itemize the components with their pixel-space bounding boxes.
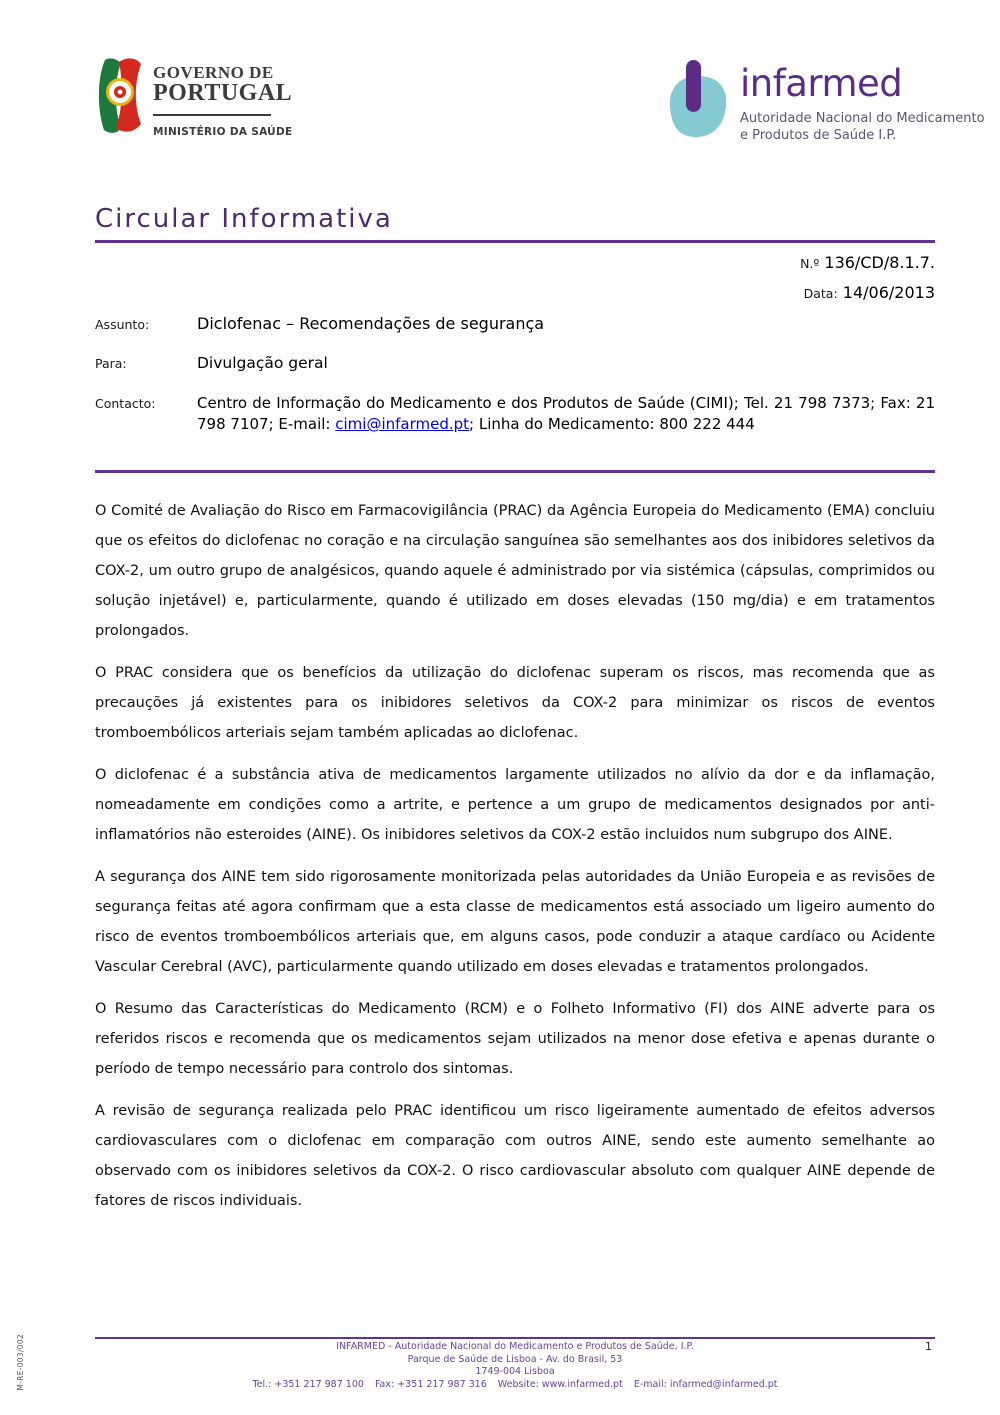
document-number-label: N.º	[800, 256, 820, 271]
infarmed-wordmark: infarmed	[740, 62, 903, 105]
subject-value: Diclofenac – Recomendações de segurança	[197, 314, 545, 333]
footer-website: Website: www.infarmed.pt	[497, 1378, 623, 1390]
document-body	[95, 496, 935, 1228]
footer-tel: Tel.: +351 217 987 100	[252, 1378, 364, 1390]
body-paragraph-2: O PRAC considera que os benefícios da utilização do diclofenac superam os riscos, mas recomenda que as precauções já existentes para os inibidores seletivos da COX-2 para minimizar os riscos de eventos tromboembólicos arteriais sejam também aplicadas ao diclofenac.	[95, 665, 935, 741]
body-paragraph-5: O Resumo das Características do Medicamento (RCM) e o Folheto Informativo (FI) dos AINE adverte para os referidos riscos e recomenda que os medicamentos sejam utilizados na menor dose efetiva e apenas durante o período de tempo necessário para controlo dos sintomas.	[95, 1001, 935, 1077]
governo-portugal-logo	[95, 56, 293, 138]
footer-org-line: INFARMED - Autoridade Nacional do Medicamento e Produtos de Saúde, I.P.	[336, 1341, 694, 1352]
contact-email-link[interactable]: cimi@infarmed.pt	[335, 415, 470, 433]
contact-text-pre: Centro de Informação do Medicamento e dos Produtos de Saúde (CIMI); Tel. 21 798 7373; Fax: 21 798 7107; E-mail:	[197, 394, 935, 433]
to-label: Para:	[95, 356, 127, 371]
page-number: 1	[925, 1340, 932, 1353]
contact-row	[95, 393, 935, 435]
infarmed-subtitle-line2: e Produtos de Saúde I.P.	[740, 128, 897, 143]
contact-label: Contacto:	[95, 396, 156, 411]
portugal-flag-icon	[95, 56, 143, 136]
body-paragraph-4: A segurança dos AINE tem sido rigorosamente monitorizada pelas autoridades da União Europeia e as revisões de segurança feitas até agora confirmam que a esta classe de medicamentos está associado um ligeiro aumento do risco de eventos tromboembólicos arteriais que, em alguns casos, pode conduzir a ataque cardíaco ou Acidente Vascular Cerebral (AVC), particularmente quando utilizado em doses elevadas e tratamentos prolongados.	[95, 869, 935, 975]
document-meta	[800, 253, 935, 313]
body-paragraph-1: O Comité de Avaliação do Risco em Farmacovigilância (PRAC) da Agência Europeia do Medicamento (EMA) concluiu que os efeitos do diclofenac no coração e na circulação sanguínea são semelhantes aos dos inibidores seletivos da COX-2, um outro grupo de analgésicos, quando aquele é administrado por via sistémica (cápsulas, comprimidos ou solução injetável) e, particularmente, quando é utilizado em doses elevadas (150 mg/dia) e em tratamentos prolongados.	[95, 503, 935, 639]
page-title: Circular Informativa	[95, 204, 393, 234]
footer-address-line: Parque de Saúde de Lisboa - Av. do Brasil, 53	[407, 1353, 623, 1365]
document-date-row	[800, 283, 935, 302]
footer-city-line: 1749-004 Lisboa	[475, 1366, 555, 1377]
footer-contacts-line	[95, 1379, 935, 1392]
footer	[95, 1341, 935, 1391]
footer-rule	[95, 1337, 935, 1339]
document-number-row	[800, 253, 935, 272]
document-number-value: 136/CD/8.1.7.	[824, 253, 935, 272]
gov-logo-text	[153, 56, 293, 138]
subject-row	[95, 314, 935, 333]
body-paragraph-3: O diclofenac é a substância ativa de medicamentos largamente utilizados no alívio da dor e da inflamação, nomeadamente em condições como a artrite, e pertence a um grupo de medicamentos designados por anti-inflamatórios não esteroides (AINE). Os inibidores seletivos da COX-2 estão incluidos num subgrupo dos AINE.	[95, 767, 935, 843]
infarmed-subtitle-line1: Autoridade Nacional do Medicamento	[740, 111, 985, 126]
gov-logo-divider	[153, 114, 271, 116]
contact-text-post: ; Linha do Medicamento: 800 222 444	[469, 415, 755, 433]
document-date-value: 14/06/2013	[842, 283, 935, 302]
footer-fax: Fax: +351 217 987 316	[374, 1378, 487, 1390]
document-date-label: Data:	[803, 286, 838, 301]
contact-value	[197, 393, 935, 435]
gov-logo-line1: GOVERNO DE	[153, 63, 274, 82]
title-rule	[95, 240, 935, 243]
infarmed-logo-text	[740, 52, 985, 144]
fields-rule	[95, 470, 935, 473]
document-code-vertical: M-RE-003/002	[16, 1334, 25, 1391]
gov-logo-line2: PORTUGAL	[153, 80, 293, 106]
footer-email: E-mail: infarmed@infarmed.pt	[633, 1378, 778, 1390]
infarmed-logo	[660, 52, 985, 156]
subject-label: Assunto:	[95, 317, 150, 332]
ministry-label: MINISTÉRIO DA SAÚDE	[153, 126, 293, 138]
header-fields	[95, 314, 935, 456]
body-paragraph-6: A revisão de segurança realizada pelo PRAC identificou um risco ligeiramente aumentado de efeitos adversos cardiovasculares com o diclofenac em comparação com outros AINE, sendo este aumento semelhante ao observado com os inibidores seletivos da COX-2. O risco cardiovascular absoluto com qualquer AINE depende de fatores de riscos individuais.	[95, 1103, 935, 1209]
infarmed-icon	[660, 52, 732, 156]
to-row	[95, 354, 935, 372]
infarmed-subtitle	[740, 110, 985, 144]
to-value: Divulgação geral	[197, 354, 328, 372]
